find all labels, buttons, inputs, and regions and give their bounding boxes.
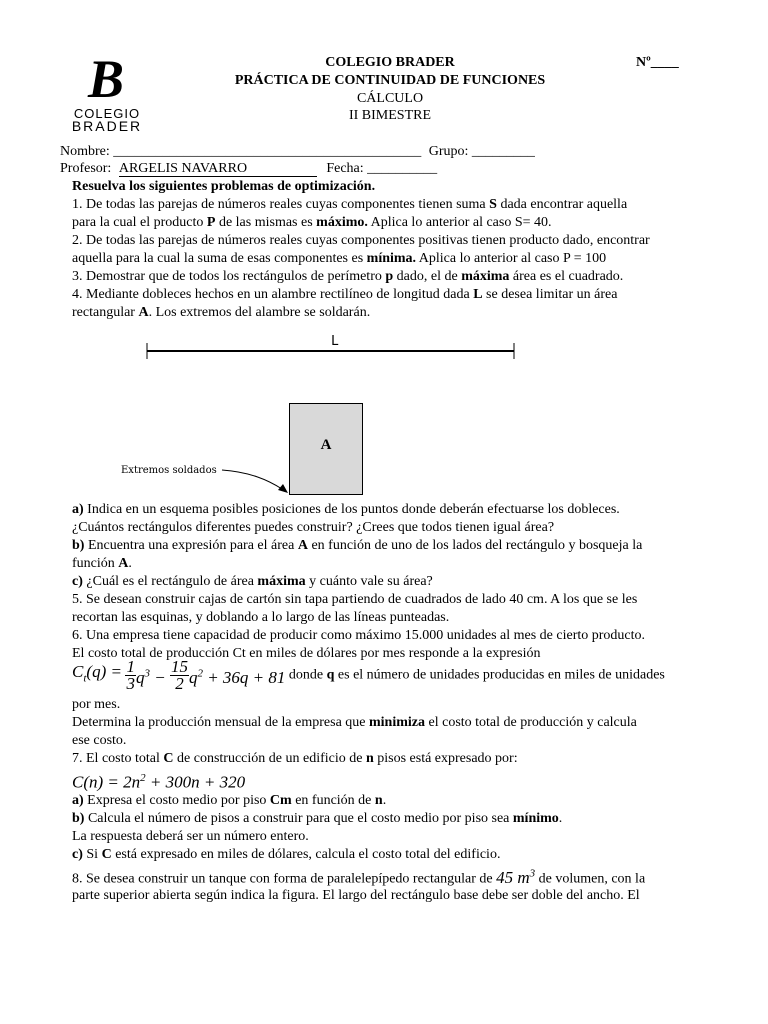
rectangle-label: A — [320, 437, 332, 453]
problem-5-line-2: recortan las esquinas, y doblando a lo largo de las líneas punteadas. — [72, 610, 450, 625]
problem-6-line-1: 6. Una empresa tiene capacidad de producir como máximo 15.000 unidades al mes de cierto producto. — [72, 628, 646, 643]
problems-1-4 — [72, 178, 712, 322]
building-cost-formula: $C(n) = 2n^2 + 300n + 320$ — [72, 772, 246, 792]
volume-value: 45 $m^3$ — [496, 867, 536, 887]
number-field: Nº____ — [636, 55, 679, 70]
logo-monogram: B — [87, 49, 125, 109]
fraction-fifteen-halves: $\frac{15}{2}$ — [170, 657, 188, 693]
problem-5-line-1: 5. Se desean construir cajas de cartón sin tapa partiendo de cuadrados de lado 40 cm. A los que se les — [72, 592, 638, 607]
school-name: COLEGIO BRADER — [325, 55, 455, 70]
logo-word-brader: BRADER — [71, 118, 143, 134]
cost-formula-row: $C_t(q)$ = $\frac{1}{3}$ $q^3$ − $\frac{15}{2}$ $q^2 + 36q + 81$ donde q es el número de unidades producidas en miles de unidades — [72, 657, 665, 693]
problem-6-rest — [72, 696, 712, 768]
problem-2-line-2: aquella para la cual la suma de esas componentes es mínima. Aplica lo anterior al caso P = 100 — [72, 251, 607, 266]
wire-label: L — [331, 334, 339, 349]
grupo-label: Grupo: _________ — [428, 144, 535, 159]
problem-7-parts — [72, 792, 712, 864]
profesor-value: ARGELIS NAVARRO — [119, 161, 317, 177]
part-4a-line-2: ¿Cuántos rectángulos diferentes puedes construir? ¿Crees que todos tienen igual área? — [72, 520, 555, 535]
instructions: Resuelva los siguientes problemas de optimización. — [72, 179, 376, 194]
part-7b-line-2: La respuesta deberá ser un número entero. — [72, 829, 309, 844]
problem-8-line-2: parte superior abierta según indica la figura. El largo del rectángulo base debe ser doble del ancho. El — [72, 888, 640, 903]
problem-1-line-1: 1. De todas las parejas de números reales cuyas componentes tienen suma S dada encontrar aquella — [72, 197, 628, 212]
part-4b-line-1: b) Encuentra una expresión para el área A en función de uno de los lados del rectángulo y bosqueja la — [72, 538, 643, 553]
weld-arrow — [222, 470, 282, 489]
part-7b-line-1: b) Calcula el número de pisos a construir para que el costo medio por piso sea mínimo. — [72, 811, 563, 826]
cost-formula: $C_t(q)$ = — [72, 662, 122, 685]
part-4a-line-1: a) Indica en un esquema posibles posiciones de los puntos donde deberán efectuarse los dobleces. — [72, 502, 620, 517]
name-field — [60, 143, 535, 161]
problem-6-line-5: ese costo. — [72, 733, 127, 748]
problem-4-line-1: 4. Mediante dobleces hechos en un alambre rectilíneo de longitud dada L se desea limitar un área — [72, 287, 618, 302]
logo-word-colegio: COLEGIO — [73, 106, 141, 121]
document-title: PRÁCTICA DE CONTINUIDAD DE FUNCIONES — [234, 73, 546, 88]
fraction-one-third: $\frac{1}{3}$ — [126, 657, 135, 693]
problem-4-line-2: rectangular A. Los extremos del alambre se soldarán. — [72, 305, 371, 320]
problem-2-line-1: 2. De todas las parejas de números reales cuyas componentes positivas tienen producto dado, encontrar — [72, 233, 650, 248]
term: II BIMESTRE — [348, 108, 432, 123]
problem-6-line-2: El costo total de producción Ct en miles de dólares por mes responde a la expresión — [72, 646, 541, 661]
school-logo — [62, 49, 152, 134]
weld-arrow-head — [278, 484, 288, 493]
problem-8-line-1: 8. Se desea construir un tanque con forma de paralelepípedo rectangular de 45 $m^3$ de volumen, con la — [72, 867, 646, 887]
profesor-label: Profesor: — [60, 161, 112, 176]
part-7c: c) Si C está expresado en miles de dólares, calcula el costo total del edificio. — [72, 847, 501, 862]
welded-ends-label: Extremos soldados — [121, 465, 217, 476]
fecha-label: Fecha: __________ — [326, 161, 438, 176]
problems-4parts-6 — [72, 501, 712, 663]
problem-6-line-3: por mes. — [72, 697, 121, 712]
problem-1-line-2: para la cual el producto P de las mismas es máximo. Aplica lo anterior al caso S= 40. — [72, 215, 552, 230]
subject: CÁLCULO — [356, 91, 424, 106]
rectangle-a — [289, 403, 363, 495]
part-4b-line-2: función A. — [72, 556, 132, 571]
profesor-row — [60, 160, 437, 178]
nombre-label: Nombre: ____________________________________________ — [60, 144, 422, 159]
part-7a: a) Expresa el costo medio por piso Cm en función de n. — [72, 793, 387, 808]
formula-explanation: donde q es el número de unidades producidas en miles de unidades — [288, 667, 665, 683]
problem-3: 3. Demostrar que de todos los rectángulos de perímetro p dado, el de máxima área es el cuadrado. — [72, 269, 624, 284]
wire-figure — [0, 330, 768, 500]
problem-6-line-4: Determina la producción mensual de la empresa que minimiza el costo total de producción y calcula — [72, 715, 637, 730]
part-4c: c) ¿Cuál es el rectángulo de área máxima y cuánto vale su área? — [72, 574, 433, 589]
problem-7-line-1: 7. El costo total C de construcción de un edificio de n pisos está expresado por: — [72, 751, 518, 766]
